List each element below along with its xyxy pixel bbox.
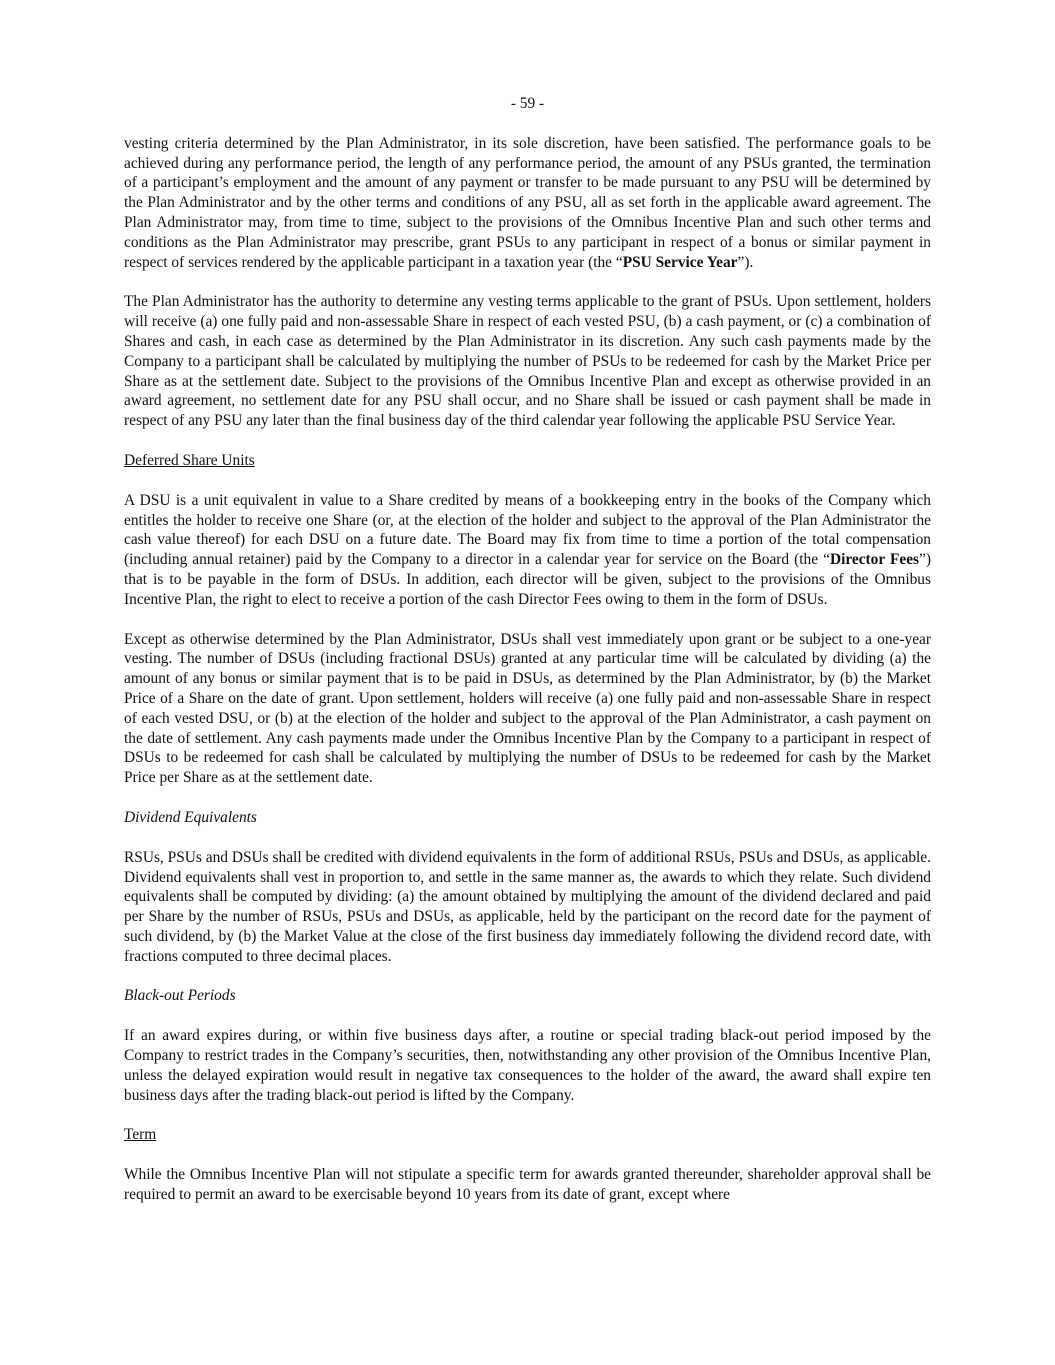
dsu-definition-paragraph	[124, 491, 931, 610]
dsu-vesting-paragraph: Except as otherwise determined by the Plan Administrator, DSUs shall vest immediately upon grant or be subject to a one-year vesting. The number of DSUs (including fractional DSUs) granted at any particular time will be calculated by dividing (a) the amount of any bonus or similar payment that is to be paid in DSUs, as determined by the Plan Administrator, by (b) the Market Price of a Share on the date of grant. Upon settlement, holders will receive (a) one fully paid and non-assessable Share in respect of each vested DSU, or (b) at the election of the holder and subject to the approval of the Plan Administrator, a cash payment on the date of settlement. Any cash payments made under the Omnibus Incentive Plan by the Company to a participant in respect of DSUs to be redeemed for cash shall be calculated by multiplying the number of DSUs to be redeemed for cash by the Market Price per Share as at the settlement date.	[124, 630, 931, 787]
psu-service-year-term: PSU Service Year	[622, 253, 738, 271]
dividend-equivalents-paragraph: RSUs, PSUs and DSUs shall be credited with dividend equivalents in the form of additional RSUs, PSUs and DSUs, as applicable. Dividend equivalents shall vest in proportion to, and settle in the same manner as, the awards to which they relate. Such dividend equivalents shall be computed by dividing: (a) the amount obtained by multiplying the amount of the dividend declared and paid per Share by the number of RSUs, PSUs and DSUs, as applicable, held by the participant on the record date for the payment of such dividend, by (b) the Market Value at the close of the first business day immediately following the dividend record date, with fractions computed to three decimal places.	[124, 848, 931, 965]
black-out-periods-heading: Black-out Periods	[124, 987, 236, 1005]
psu-vesting-paragraph	[124, 134, 931, 273]
dividend-equivalents-heading: Dividend Equivalents	[124, 808, 257, 826]
psu-settlement-paragraph: The Plan Administrator has the authority to determine any vesting terms applicable to the grant of PSUs. Upon settlement, holders will receive (a) one fully paid and non-assessable Share in respect of each vested PSU, (b) a cash payment, or (c) a combination of Shares and cash, in each case as determined by the Plan Administrator in its discretion. Any such cash payments made by the Company to a participant shall be calculated by multiplying the number of PSUs to be redeemed for cash by the Market Price per Share as at the settlement date. Subject to the provisions of the Omnibus Incentive Plan and except as otherwise provided in an award agreement, no settlement date for any PSU shall occur, and no Share shall be issued or cash payment shall be made in respect of any PSU any later than the final business day of the third calendar year following the applicable PSU Service Year.	[124, 293, 931, 430]
deferred-share-units-heading: Deferred Share Units	[124, 451, 255, 469]
page-number: - 59 -	[510, 95, 545, 112]
psu-vesting-end: ”).	[737, 253, 754, 271]
term-heading: Term	[124, 1126, 157, 1144]
term-paragraph: While the Omnibus Incentive Plan will not stipulate a specific term for awards granted thereunder, shareholder approval shall be required to permit an award to be exercisable beyond 10 years from its date of grant, except where	[124, 1166, 931, 1204]
document-page	[124, 94, 931, 1225]
psu-vesting-text: vesting criteria determined by the Plan Administrator, in its sole discretion, have been satisfied. The performance goals to be achieved during any performance period, the length of any performance period, the amount of any PSUs granted, the termination of a participant’s employment and the amount of any payment or transfer to be made pursuant to any PSU will be determined by the Plan Administrator and by the other terms and conditions of any PSU, all as set forth in the applicable award agreement. The Plan Administrator may, from time to time, subject to the provisions of the Omnibus Incentive Plan and such other terms and conditions as the Plan Administrator may prescribe, grant PSUs to any participant in respect of a bonus or similar payment in respect of services rendered by the applicable participant in a taxation year (the “	[124, 134, 931, 271]
dsu-definition-end: ”) that is to be payable in the form of DSUs. In addition, each director will be given, subject to the provisions of the Omnibus Incentive Plan, the right to elect to receive a portion of the cash Director Fees owing to them in the form of DSUs.	[124, 551, 931, 608]
dsu-definition-text: A DSU is a unit equivalent in value to a Share credited by means of a bookkeeping entry in the books of the Company which entitles the holder to receive one Share (or, at the election of the holder and subject to the approval of the Plan Administrator the cash value thereof) for each DSU on a future date. The Board may fix from time to time a portion of the total compensation (including annual retainer) paid by the Company to a director in a calendar year for service on the Board (the “	[124, 491, 931, 569]
director-fees-term: Director Fees	[829, 551, 920, 569]
black-out-periods-paragraph: If an award expires during, or within five business days after, a routine or special trading black-out period imposed by the Company to restrict trades in the Company’s securities, then, notwithstanding any other provision of the Omnibus Incentive Plan, unless the delayed expiration would result in negative tax consequences to the holder of the award, the award shall expire ten business days after the trading black-out period is lifted by the Company.	[124, 1027, 931, 1104]
